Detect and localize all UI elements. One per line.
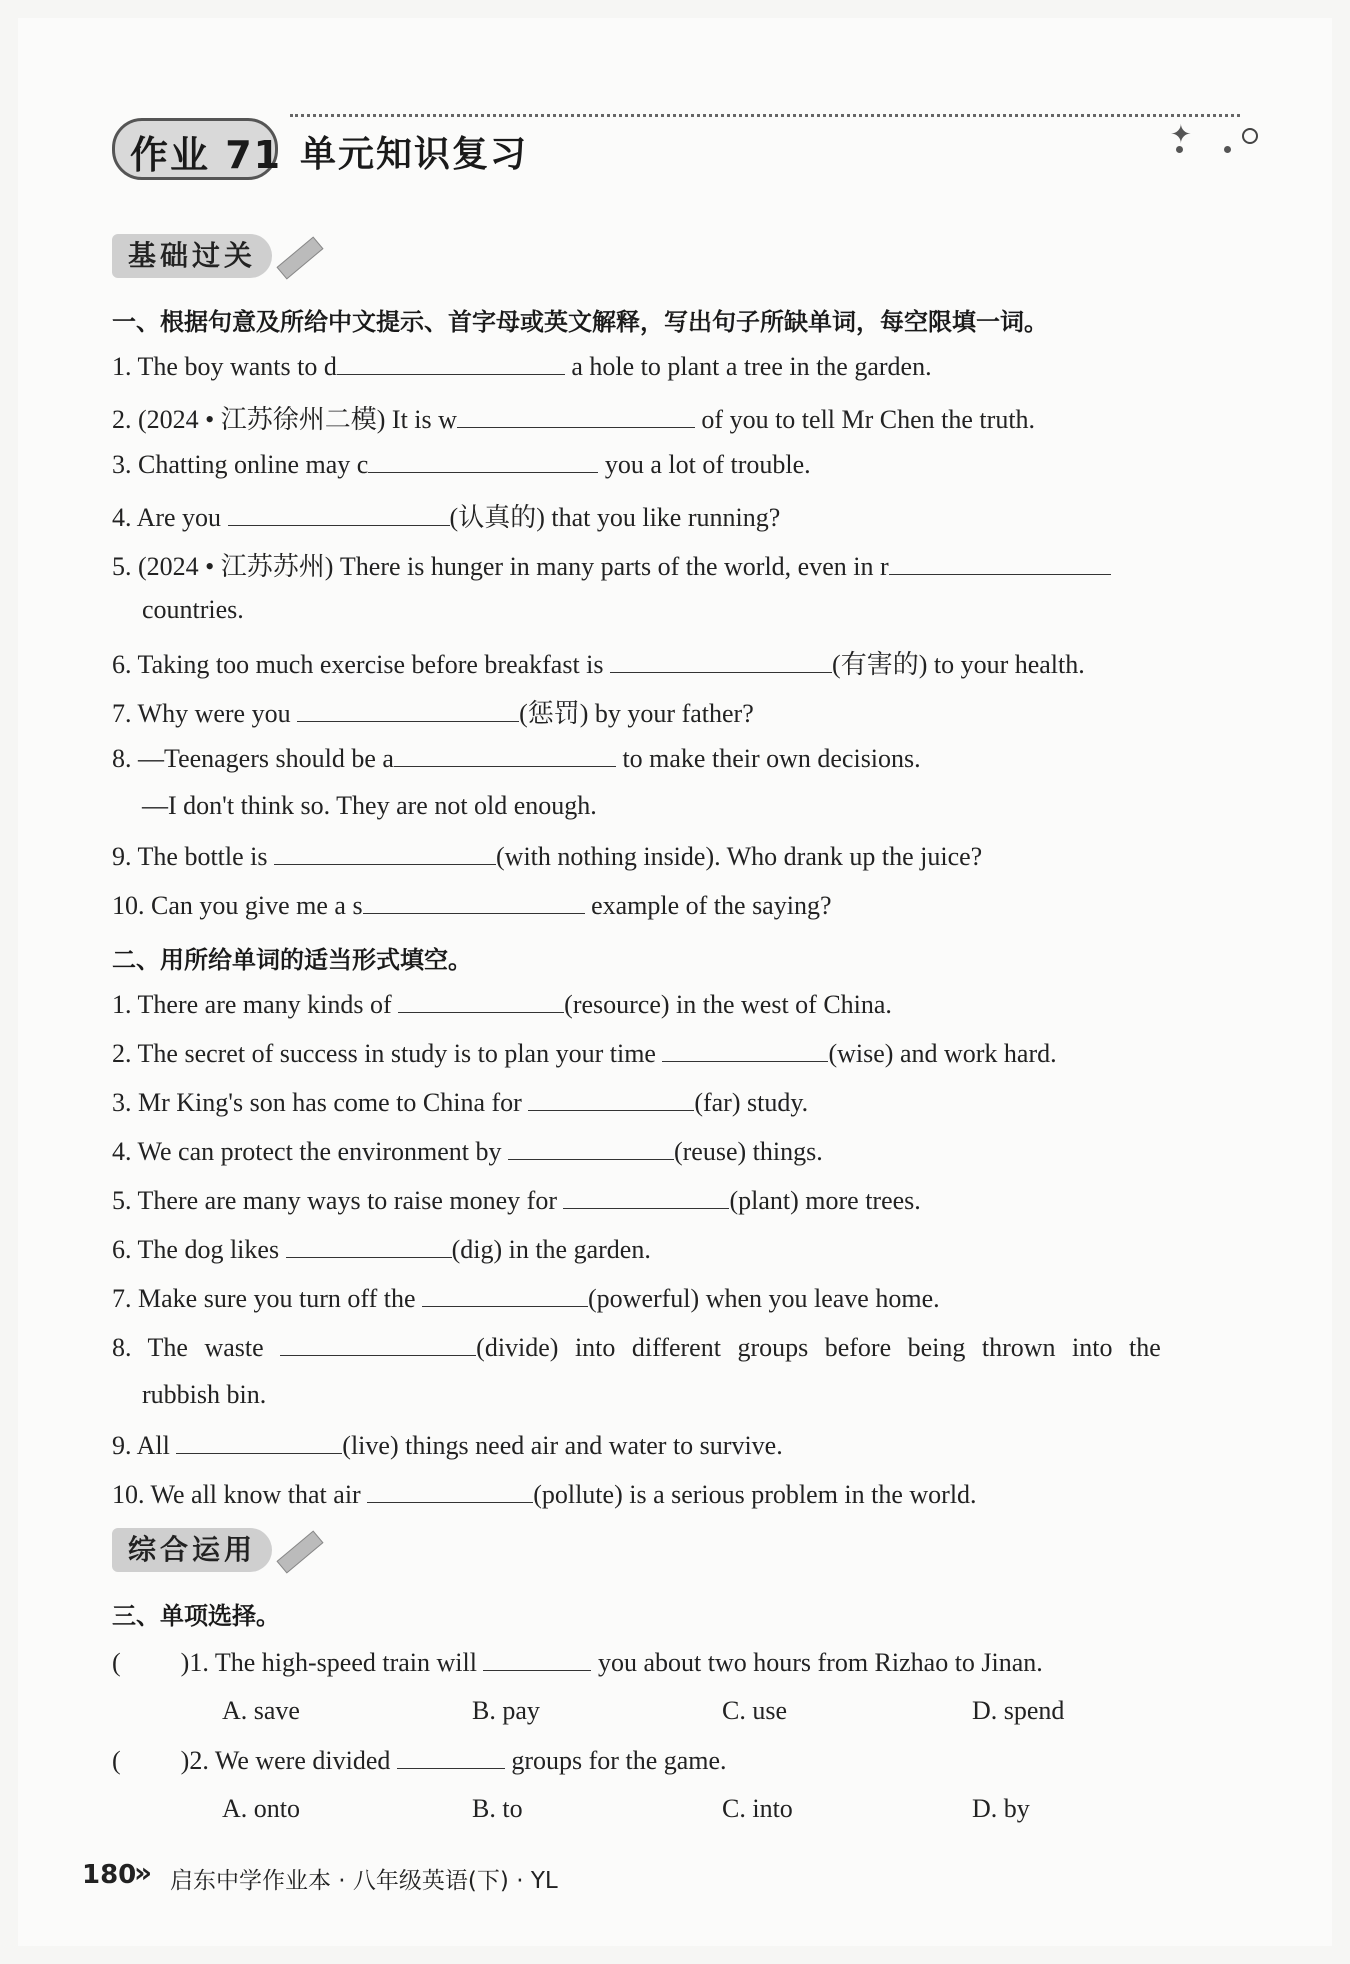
option-c[interactable]: C. into bbox=[722, 1794, 793, 1823]
answer-blank[interactable] bbox=[889, 550, 1111, 575]
list-item: 5. (2024 • 江苏苏州) There is hunger in many parts of the world, even in r bbox=[112, 546, 1111, 583]
option-a[interactable]: A. onto bbox=[222, 1794, 300, 1823]
answer-blank[interactable] bbox=[398, 988, 564, 1013]
option-d[interactable]: D. spend bbox=[972, 1696, 1065, 1725]
list-item: 6. Taking too much exercise before breakfast is (有害的) to your health. bbox=[112, 650, 1085, 679]
question-stem: ( )1. The high-speed train will you about two hours from Rizhao to Jinan. bbox=[112, 1648, 1043, 1677]
part3-instruction: 三、单项选择。 bbox=[112, 1602, 280, 1630]
page-title: 单元知识复习 bbox=[300, 134, 529, 175]
list-item: 2. (2024 • 江苏徐州二模) It is w of you to tell Mr Chen the truth. bbox=[112, 405, 1036, 434]
list-item: 10. We all know that air (pollute) is a serious problem in the world. bbox=[112, 1480, 977, 1509]
list-item: 7. Why were you (惩罚) by your father? bbox=[112, 699, 754, 728]
list-item: 1. The boy wants to d a hole to plant a tree in the garden. bbox=[112, 352, 932, 381]
answer-blank[interactable] bbox=[367, 1478, 533, 1503]
answer-blank[interactable] bbox=[397, 1744, 505, 1769]
list-item-continuation: countries. bbox=[142, 595, 244, 624]
page-number: 180 bbox=[82, 1860, 137, 1890]
list-item: 10. Can you give me a s example of the saying? bbox=[112, 891, 832, 920]
answer-blank[interactable] bbox=[280, 1331, 476, 1356]
list-item: 4. Are you (认真的) that you like running? bbox=[112, 503, 781, 532]
part2-instruction: 二、用所给单词的适当形式填空。 bbox=[112, 946, 472, 974]
list-item: 6. The dog likes (dig) in the garden. bbox=[112, 1235, 651, 1264]
answer-blank[interactable] bbox=[563, 1184, 729, 1209]
answer-blank[interactable] bbox=[610, 648, 832, 673]
section-tag-basic: 基础过关 bbox=[112, 234, 272, 278]
list-item: 5. There are many ways to raise money for (plant) more trees. bbox=[112, 1186, 921, 1215]
list-item: 4. We can protect the environment by (reuse) things. bbox=[112, 1137, 823, 1166]
answer-blank[interactable] bbox=[457, 403, 695, 428]
answer-blank[interactable] bbox=[274, 840, 496, 865]
list-item-continuation: —I don't think so. They are not old enough. bbox=[142, 791, 597, 820]
footer-book-title: 启东中学作业本 · 八年级英语(下) · YL bbox=[170, 1868, 558, 1894]
answer-blank[interactable] bbox=[662, 1037, 828, 1062]
section-tag-comprehensive: 综合运用 bbox=[112, 1528, 272, 1572]
answer-blank[interactable] bbox=[368, 448, 598, 473]
answer-blank[interactable] bbox=[528, 1086, 694, 1111]
option-a[interactable]: A. save bbox=[222, 1696, 300, 1725]
list-item: 9. All (live) things need air and water to survive. bbox=[112, 1431, 783, 1460]
list-item: 3. Mr King's son has come to China for (far) study. bbox=[112, 1088, 809, 1117]
sparkle-icon: ✦ bbox=[1170, 120, 1192, 150]
list-item: 1. There are many kinds of (resource) in the west of China. bbox=[112, 990, 892, 1019]
answer-blank[interactable] bbox=[422, 1282, 588, 1307]
dot-decoration bbox=[1224, 146, 1231, 153]
answer-blank[interactable] bbox=[483, 1646, 591, 1671]
answer-blank[interactable] bbox=[508, 1135, 674, 1160]
list-item: 8. The waste (divide) into different groups before being thrown into the bbox=[112, 1333, 1161, 1362]
answer-blank[interactable] bbox=[363, 889, 585, 914]
part1-instruction: 一、根据句意及所给中文提示、首字母或英文解释，写出句子所缺单词，每空限填一词。 bbox=[112, 308, 1048, 336]
list-item: 3. Chatting online may c you a lot of trouble. bbox=[112, 450, 811, 479]
list-item: 2. The secret of success in study is to plan your time (wise) and work hard. bbox=[112, 1039, 1057, 1068]
double-chevron-icon: » bbox=[134, 1856, 153, 1889]
list-item: 8. —Teenagers should be a to make their own decisions. bbox=[112, 744, 921, 773]
answer-blank[interactable] bbox=[286, 1233, 452, 1258]
circle-icon bbox=[1242, 128, 1258, 144]
option-d[interactable]: D. by bbox=[972, 1794, 1030, 1823]
option-b[interactable]: B. pay bbox=[472, 1696, 540, 1725]
list-item: 9. The bottle is (with nothing inside). Who drank up the juice? bbox=[112, 842, 983, 871]
header-dotted-line bbox=[290, 114, 1240, 117]
answer-blank[interactable] bbox=[297, 697, 519, 722]
assignment-badge-text: 作业 71 bbox=[130, 133, 283, 177]
answer-blank[interactable] bbox=[176, 1429, 342, 1454]
list-item-continuation: rubbish bin. bbox=[142, 1380, 267, 1409]
answer-blank[interactable] bbox=[337, 350, 565, 375]
option-b[interactable]: B. to bbox=[472, 1794, 523, 1823]
answer-blank[interactable] bbox=[394, 742, 616, 767]
option-c[interactable]: C. use bbox=[722, 1696, 787, 1725]
answer-blank[interactable] bbox=[228, 501, 450, 526]
list-item: 7. Make sure you turn off the (powerful) when you leave home. bbox=[112, 1284, 940, 1313]
question-stem: ( )2. We were divided groups for the game. bbox=[112, 1746, 727, 1775]
